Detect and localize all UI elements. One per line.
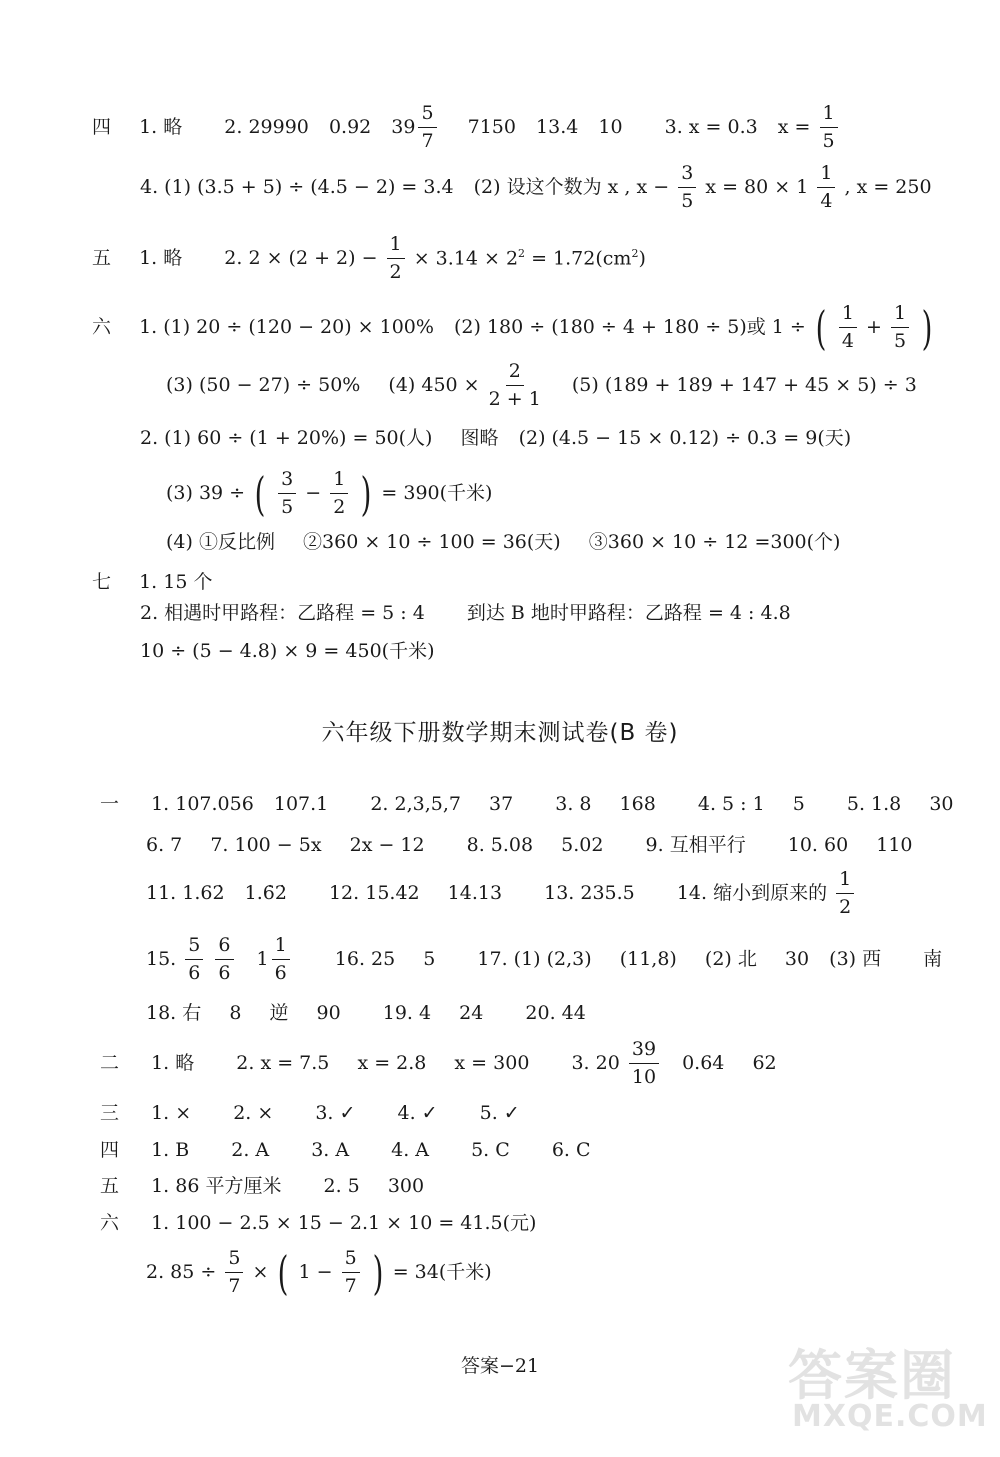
answer-item: = 34(千米) xyxy=(392,1261,492,1283)
answer-item: 2. 2,3,5,7 xyxy=(370,792,461,815)
answer-item: = 390(千米) xyxy=(381,482,493,504)
answer-item: 1. 略 xyxy=(151,1052,195,1074)
answer-item: (2) (4.5 − 15 × 0.12) ÷ 0.3 = 9(天) xyxy=(518,426,852,449)
answer-item: (3) 西 xyxy=(829,948,882,970)
answer-item: 20. 44 xyxy=(525,1001,586,1024)
answer-line xyxy=(146,835,913,855)
operator: × xyxy=(252,1261,269,1283)
answer-item: 168 xyxy=(619,792,656,815)
numerator: 1 xyxy=(817,164,835,188)
denominator: 5 xyxy=(822,130,835,152)
fraction xyxy=(489,362,541,409)
answer-item: 到达 B 地时甲路程：乙路程 = 4 : 4.8 xyxy=(466,601,791,624)
answer-item: 110 xyxy=(876,833,913,856)
answer-item: 24 xyxy=(459,1001,484,1024)
answer-line-4 xyxy=(92,104,841,151)
answer-line xyxy=(146,936,942,983)
section-label: 四 xyxy=(100,1138,120,1161)
right-paren: ) xyxy=(921,300,933,355)
right-paren: ) xyxy=(360,466,372,521)
fraction xyxy=(891,304,909,351)
answer-item: 19. 4 xyxy=(382,1001,432,1024)
numerator: 39 xyxy=(629,1040,659,1064)
fraction xyxy=(839,304,857,351)
answer-item: , x = 250 xyxy=(844,176,932,198)
section-label: 七 xyxy=(92,570,112,593)
answer-item: ③360 × 10 ÷ 12 =300(个) xyxy=(588,530,841,553)
answer-line xyxy=(140,641,434,661)
answer-item: 14.13 xyxy=(447,882,503,904)
fraction xyxy=(817,164,835,211)
answer-item: 2. 5 xyxy=(323,1174,360,1197)
answer-item: x = xyxy=(777,116,811,138)
answer-item: (2) 北 xyxy=(704,948,757,970)
answer-line-1 xyxy=(100,794,954,814)
mixed-number xyxy=(391,104,439,151)
answer-item: (3) 39 ÷ xyxy=(166,482,246,504)
answer-line-3 xyxy=(100,1103,520,1123)
fraction xyxy=(330,470,348,517)
answer-item: 107.1 xyxy=(273,792,329,815)
numerator: 1 xyxy=(839,304,857,328)
watermark-logo xyxy=(782,1333,988,1445)
answer-item: (2) 设这个数为 x , x − xyxy=(473,176,670,198)
numerator: 1 xyxy=(836,870,854,894)
answer-item: 14. 缩小到原来的 xyxy=(676,882,828,904)
answer-item: 9. 互相平行 xyxy=(645,833,746,856)
section-title: 六年级下册数学期末测试卷(B 卷) xyxy=(321,720,679,746)
denominator: 5 xyxy=(281,496,294,518)
exponent: 2 xyxy=(518,247,526,261)
numerator: 3 xyxy=(278,470,296,494)
section-label: 六 xyxy=(100,1211,120,1234)
answer-item: 1. 86 平方厘米 xyxy=(151,1174,282,1197)
answer-item: (4) 450 × xyxy=(388,374,480,396)
answer-item: 11. 1.62̇ xyxy=(146,882,225,904)
section-label: 六 xyxy=(92,316,112,338)
answer-item: 1. 107.056 xyxy=(151,792,254,815)
denominator: 4 xyxy=(841,330,854,352)
answer-item: 8. 5.08 xyxy=(466,833,534,856)
answer-item: 4. A xyxy=(391,1138,430,1161)
answer-line-2 xyxy=(100,1040,777,1087)
denominator: 2 xyxy=(389,261,402,283)
answer-item: 16. 25 xyxy=(334,948,396,970)
answer-item: 3. x = 0.3 xyxy=(664,116,758,138)
answer-item: 10 ÷ (5 − 4.8) × 9 = 450(千米) xyxy=(140,639,435,662)
numerator: 2 xyxy=(506,362,524,386)
section-label: 二 xyxy=(100,1052,120,1074)
answer-item: 1.6̇2̇ xyxy=(244,882,287,904)
numerator: 5 xyxy=(342,1249,360,1273)
left-paren: ( xyxy=(278,1245,289,1300)
answer-item: 6. 7 xyxy=(146,833,183,856)
answer-item: 5. C xyxy=(471,1138,510,1161)
operator: + xyxy=(866,316,882,338)
answer-item: (3) (50 − 27) ÷ 50% xyxy=(166,374,361,396)
answer-item: 5.02 xyxy=(561,833,604,856)
answer-item: 15. xyxy=(146,948,177,970)
answer-item: (4) ①反比例 xyxy=(166,530,275,553)
answer-line xyxy=(166,362,917,409)
answer-item: 5. 1.8 xyxy=(846,792,902,815)
numerator: 6 xyxy=(215,936,233,960)
denominator: 10 xyxy=(631,1066,657,1088)
answer-item: 6. C xyxy=(551,1138,591,1161)
answer-item: 13.4 xyxy=(536,116,579,138)
section-label: 五 xyxy=(100,1174,120,1197)
answer-item: 图略 xyxy=(460,426,499,449)
answer-item: x = 300 xyxy=(454,1052,530,1074)
answer-item: 13. 235.5 xyxy=(544,882,635,904)
answer-item: (2) 180 ÷ (180 ÷ 4 + 180 ÷ 5)或 1 ÷ xyxy=(454,316,806,338)
answer-item: 3. A xyxy=(311,1138,350,1161)
answer-item xyxy=(414,248,646,268)
denominator: 7 xyxy=(228,1275,241,1297)
answer-item: ②360 × 10 ÷ 100 = 36(天) xyxy=(303,530,561,553)
section-label: 四 xyxy=(92,116,112,138)
answer-item: 2. 85 ÷ xyxy=(146,1261,217,1283)
numerator: 5 xyxy=(185,936,203,960)
numerator: 5 xyxy=(225,1249,243,1273)
numerator: 1 xyxy=(272,936,290,960)
answer-item: 1. 略 xyxy=(139,116,183,138)
answer-item: 1 − xyxy=(298,1261,333,1283)
answer-item: 300 xyxy=(387,1174,425,1197)
answer-line-7 xyxy=(92,572,212,592)
answer-item: 3. 8 xyxy=(555,792,592,815)
denominator: 6 xyxy=(188,962,201,984)
watermark-text-bottom: MXQE.COM xyxy=(792,1399,988,1434)
page-number: 答案−21 xyxy=(460,1355,540,1377)
answer-line xyxy=(166,532,840,552)
answer-line xyxy=(146,1245,492,1300)
denominator: 2 xyxy=(333,496,346,518)
answer-item: 3. ✓ xyxy=(315,1101,356,1124)
answer-item: 18. 右 xyxy=(146,1001,202,1024)
operator: − xyxy=(305,482,322,504)
answer-item: x = 2.8 xyxy=(357,1052,427,1074)
expr: = 1.72(cm xyxy=(531,247,632,270)
right-paren: ) xyxy=(372,1245,384,1300)
whole-part: 39 xyxy=(391,116,416,138)
answer-item: 2. 29990 xyxy=(224,116,309,138)
fraction xyxy=(629,1040,659,1087)
answer-item: 2. 2 × (2 + 2) − xyxy=(224,247,378,269)
watermark-text-top: 答案圈 xyxy=(788,1344,956,1407)
denominator: 7 xyxy=(344,1275,357,1297)
answer-item: 30 xyxy=(929,792,954,815)
expr: × 3.14 × 2 xyxy=(413,247,519,270)
exponent: 2 xyxy=(631,247,639,261)
answer-item: 2. A xyxy=(231,1138,270,1161)
answer-line-4 xyxy=(100,1140,591,1160)
expr: ) xyxy=(638,247,646,270)
answer-item: 8 xyxy=(229,1001,242,1024)
fraction xyxy=(215,936,233,983)
answer-item: 2. 相遇时甲路程：乙路程 = 5 : 4 xyxy=(140,601,425,624)
numerator: 5 xyxy=(418,104,436,128)
numerator: 1 xyxy=(891,304,909,328)
answer-item: 62 xyxy=(752,1052,777,1074)
answer-item: 12. 15.42 xyxy=(328,882,420,904)
answer-item: (5) (189 + 189 + 147 + 45 × 5) ÷ 3 xyxy=(571,374,917,396)
answer-item: x = 80 × 1 xyxy=(705,176,809,198)
answer-item: 10. 60 xyxy=(787,833,849,856)
answer-line xyxy=(146,870,857,917)
answer-item: 7150 xyxy=(467,116,516,138)
answer-item: 5 xyxy=(792,792,805,815)
answer-line xyxy=(140,603,791,623)
answer-item: 南 xyxy=(923,948,943,970)
denominator: 5 xyxy=(681,190,694,212)
fraction xyxy=(185,936,203,983)
denominator: 7 xyxy=(421,130,434,152)
answer-item: 4. (1) (3.5 + 5) ÷ (4.5 − 2) = 3.4 xyxy=(140,176,454,198)
fraction xyxy=(820,104,838,151)
answer-item: 1. 100 − 2.5 × 15 − 2.1 × 10 = 41.5(元) xyxy=(151,1211,537,1234)
denominator: 6 xyxy=(274,962,287,984)
answer-item: 17. (1) (2,3) xyxy=(477,948,592,970)
left-paren: ( xyxy=(254,466,266,521)
answer-item: 2x − 12 xyxy=(349,833,425,856)
section-label: 五 xyxy=(92,247,112,269)
answer-line-6 xyxy=(100,1213,536,1233)
denominator: 4 xyxy=(820,190,833,212)
answer-item: 4. ✓ xyxy=(397,1101,438,1124)
denominator: 6 xyxy=(218,962,231,984)
answer-item: 2. × xyxy=(233,1101,274,1124)
left-paren: ( xyxy=(815,300,827,355)
whole-part: 1 xyxy=(256,948,269,970)
answer-item: 10 xyxy=(598,116,623,138)
numerator: 1 xyxy=(820,104,838,128)
answer-line xyxy=(140,428,851,448)
answer-line xyxy=(140,164,932,211)
fraction xyxy=(418,104,436,151)
answer-item: 1. B xyxy=(151,1138,190,1161)
answer-item: 1. 略 xyxy=(139,247,183,269)
answer-item: 90 xyxy=(316,1001,341,1024)
answer-item: 5 xyxy=(423,948,436,970)
answer-line xyxy=(146,1003,586,1023)
answer-item: 3. 20 xyxy=(571,1052,620,1074)
fraction xyxy=(387,235,405,282)
fraction xyxy=(278,470,296,517)
denominator: 2 xyxy=(839,896,852,918)
answer-item: 1. × xyxy=(151,1101,192,1124)
answer-item: 0.92 xyxy=(328,116,372,138)
section-label: 一 xyxy=(100,792,120,815)
fraction xyxy=(836,870,854,917)
answer-line xyxy=(166,466,493,521)
denominator: 5 xyxy=(894,330,907,352)
answer-item: (11,8) xyxy=(619,948,677,970)
answer-line-5 xyxy=(92,235,646,282)
numerator: 1 xyxy=(330,470,348,494)
fraction xyxy=(342,1249,360,1296)
answer-line-5 xyxy=(100,1176,424,1196)
answer-line-6 xyxy=(92,300,936,355)
answer-item: 37 xyxy=(489,792,514,815)
answer-item: 1. 15 个 xyxy=(139,570,213,593)
answer-item: 逆 xyxy=(269,1001,289,1024)
answer-item: 30 xyxy=(784,948,810,970)
section-label: 三 xyxy=(100,1101,120,1124)
answer-item: 7. 100 − 5x xyxy=(210,833,322,856)
denominator: 2 + 1 xyxy=(488,388,541,410)
answer-item: 2. (1) 60 ÷ (1 + 20%) = 50(人) xyxy=(140,426,433,449)
answer-item: 5. ✓ xyxy=(479,1101,520,1124)
answer-item: 4. 5 : 1 xyxy=(697,792,765,815)
answer-item: 1. (1) 20 ÷ (120 − 20) × 100% xyxy=(139,316,434,338)
answer-item: 0.64 xyxy=(682,1052,725,1074)
answer-item: 2. x = 7.5 xyxy=(236,1052,330,1074)
fraction xyxy=(272,936,290,983)
mixed-number xyxy=(257,936,293,983)
numerator: 3 xyxy=(678,164,696,188)
numerator: 1 xyxy=(387,235,405,259)
fraction xyxy=(678,164,696,211)
fraction xyxy=(225,1249,243,1296)
